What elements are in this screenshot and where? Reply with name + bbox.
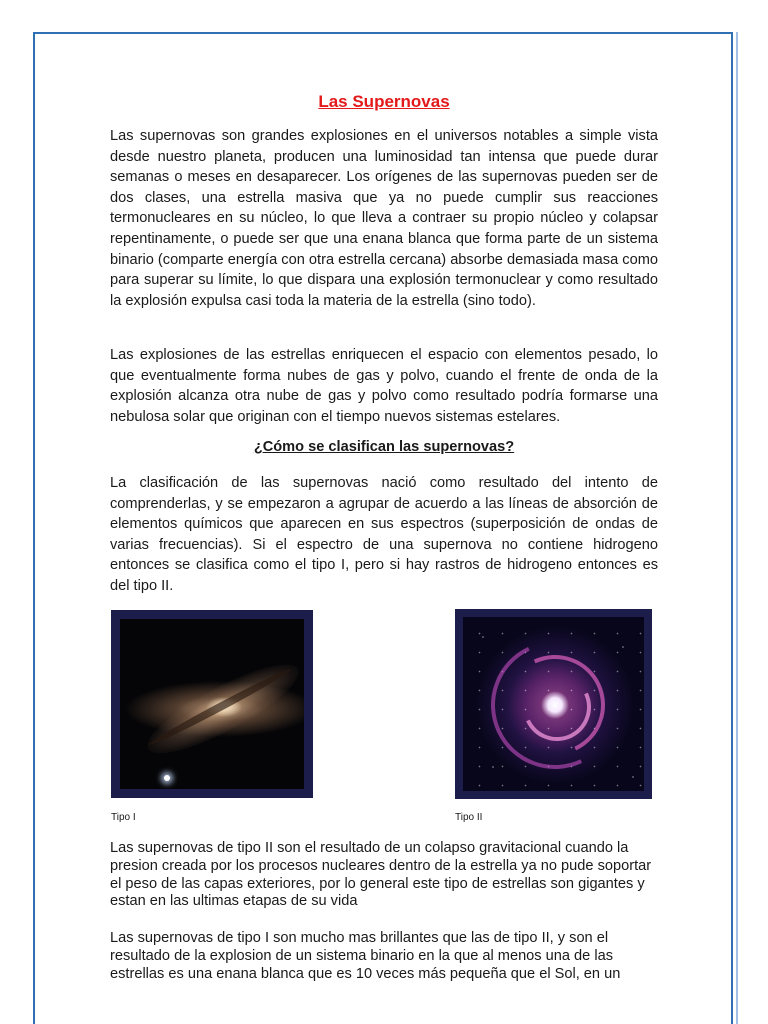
edge-on-galaxy-image: [120, 619, 304, 789]
section-heading: ¿Cómo se clasifican las supernovas?: [253, 439, 515, 455]
page-title: Las Supernovas: [318, 92, 450, 111]
paragraph-intro: Las supernovas son grandes explosiones en el universos notables a simple vista desde nuestro planeta, producen una luminosidad tan intensa que puede durar semanas o meses en desaparecer. Los orígenes de las supernovas pueden ser de dos clases, una estrella masiva que ya no puede cumplir sus reacciones termonucleares en su núcleo, lo que lleva a contraer su propio núcleo y colapsar repentinamente, o puede ser que una enana blanca que forma parte de un sistema binario (comparte energía con otra estrella cercana) absorbe demasiada masa como para superar su límite, lo que dispara una explosión termonuclear y como resultado la explosión expulsa casi toda la materia de la estrella (sino todo).: [110, 128, 658, 309]
figure-caption-type-ii: Tipo II: [455, 812, 483, 823]
figure-type-ii-image: [455, 609, 652, 799]
galaxy-dust-lane: [147, 666, 292, 748]
paragraph-type-i: Las supernovas de tipo I son mucho mas brillantes que las de tipo II, y son el resultado de la explosion de un sistema binario en la que al menos una de las estrellas es una enana blanca que es 10 veces más pequeña que el Sol, en un: [110, 930, 621, 982]
paragraph-classification: La clasificación de las supernovas nació como resultado del intento de comprenderlas, y se empezaron a agrupar de acuerdo a las líneas de absorción de elementos químicos que aparecen en sus espectros (superposición de ondas de varias frecuencias). Si el espectro de una supernova no contiene hidrogeno entonces se clasifica como el tipo I, pero si hay rastros de hidrogeno entonces es del tipo II.: [110, 475, 658, 594]
spiral-galaxy-image: [463, 617, 644, 791]
figure-caption-type-i: Tipo I: [111, 812, 136, 823]
paragraph-explosions: Las explosiones de las estrellas enriquecen el espacio con elementos pesado, lo que eventualmente forma nubes de gas y polvo, cuando el frente de onda de la explosión alcanza otra nube de gas y polvo como resultado podría formarse una nebulosa solar que originan con el tiempo nuevos sistemas estelares.: [110, 347, 658, 425]
figure-type-i-image: [111, 610, 313, 798]
paragraph-type-ii: Las supernovas de tipo II son el resultado de un colapso gravitacional cuando la presion creada por los procesos nucleares dentro de la estrella ya no pude soportar el peso de las capas exteriores, por lo general este tipo de estrellas son gigantes y estan en las ultimas etapas de su vida: [110, 840, 652, 910]
page-border-shadow: [736, 32, 738, 1024]
supernova-star: [164, 775, 170, 781]
